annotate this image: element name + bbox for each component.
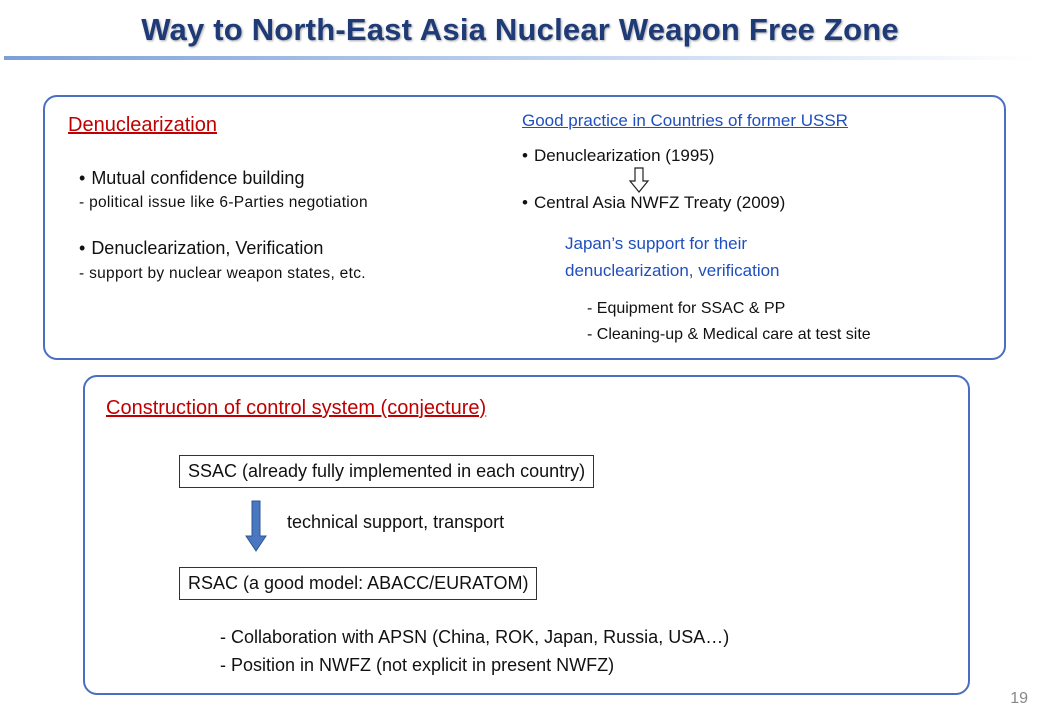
- mutual-confidence-detail: - political issue like 6-Parties negotiation: [79, 194, 368, 211]
- title-underline: [4, 56, 1036, 60]
- rsac-box: RSAC (a good model: ABACC/EURATOM): [179, 567, 537, 600]
- note-collaboration: - Collaboration with APSN (China, ROK, Japan, Russia, USA…): [220, 627, 730, 647]
- hollow-down-arrow-icon: [628, 167, 650, 193]
- page-number: 19: [1010, 690, 1028, 707]
- detail-equipment: - Equipment for SSAC & PP: [587, 300, 786, 317]
- detail-cleaning-up: - Cleaning-up & Medical care at test site: [587, 326, 871, 343]
- japan-support-line-2: denuclearization, verification: [565, 261, 780, 280]
- page-title: Way to North-East Asia Nuclear Weapon Free Zone: [141, 12, 899, 47]
- bullet-central-asia-nwfz: • Central Asia NWFZ Treaty (2009): [522, 193, 785, 213]
- bullet-denuclearization-verification: • Denuclearization, Verification: [79, 238, 323, 259]
- bullet-mutual-confidence: • Mutual confidence building: [79, 168, 304, 189]
- denuclearization-verification-detail: - support by nuclear weapon states, etc.: [79, 265, 366, 282]
- blue-down-arrow-icon: [245, 500, 267, 552]
- technical-support-text: technical support, transport: [287, 512, 505, 532]
- note-position-nwfz: - Position in NWFZ (not explicit in present NWFZ): [220, 655, 615, 675]
- ssac-box: SSAC (already fully implemented in each country): [179, 455, 594, 488]
- japan-support-line-1: Japan’s support for their: [565, 234, 748, 253]
- bullet-denuclearization-1995: • Denuclearization (1995): [522, 146, 714, 166]
- former-ussr-heading: Good practice in Countries of former USSR: [522, 111, 848, 130]
- denuclearization-heading: Denuclearization: [68, 114, 217, 136]
- control-system-heading: Construction of control system (conjecture): [106, 397, 487, 419]
